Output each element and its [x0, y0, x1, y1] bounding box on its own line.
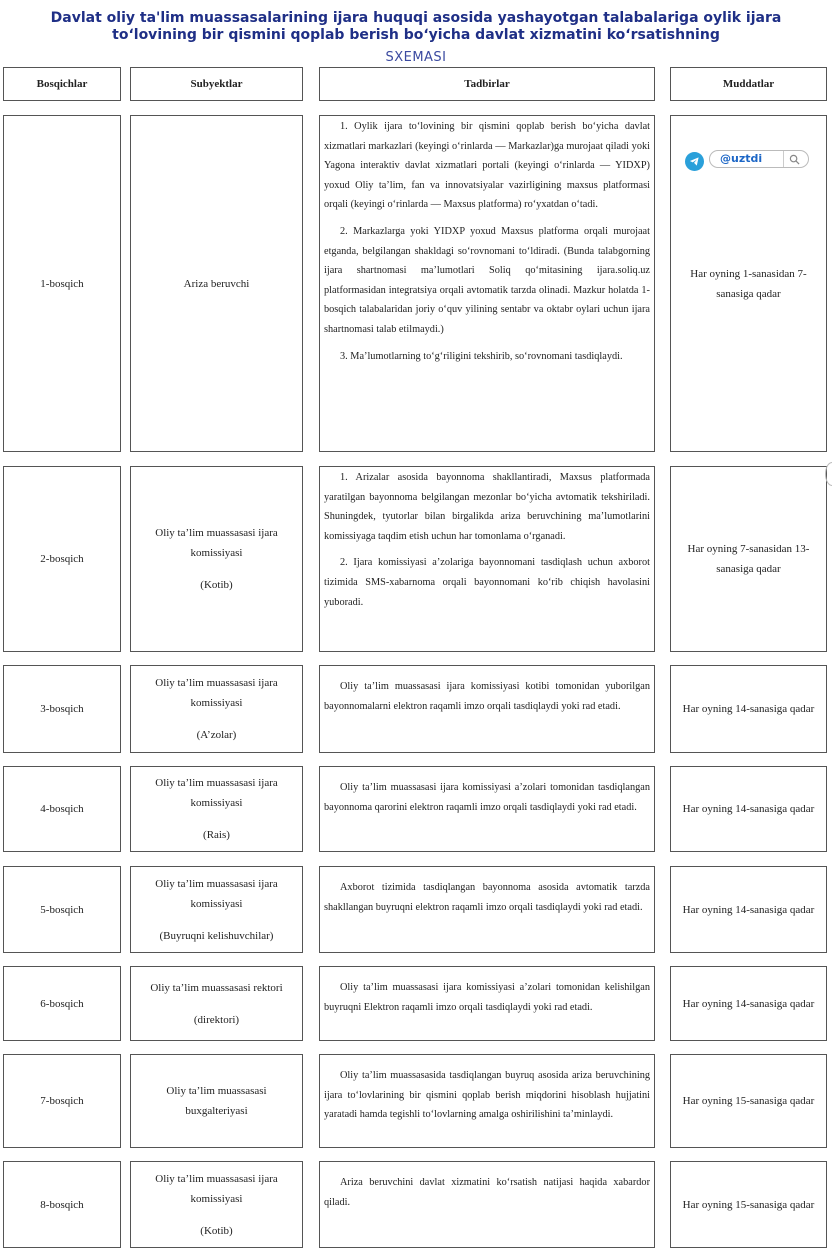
- actions-cell: [319, 115, 655, 452]
- stage-cell: 8-bosqich: [3, 1161, 121, 1248]
- subject-cell: [130, 466, 303, 652]
- actions-cell: [319, 866, 655, 953]
- column-header-actions: Tadbirlar: [319, 67, 655, 101]
- action-paragraph: Ariza beruvchini davlat xizmatini ko‘rsatish natijasi haqida xabardor qiladi.: [324, 1177, 650, 1208]
- subject-cell: [130, 665, 303, 753]
- stage-cell: 1-bosqich: [3, 115, 121, 452]
- actions-cell: [319, 1161, 655, 1248]
- action-paragraph: 2. Ijara komissiyasi a’zolariga bayonnomani tasdiqlash uchun axborot tizimida SMS-xabarnoma orqali bayonnomani ko‘rib chiqish havolasini yuboradi.: [324, 557, 650, 608]
- telegram-handle: @uztdi: [720, 152, 763, 165]
- subject-name: Oliy ta’lim muassasasi ijara komissiyasi: [155, 777, 278, 809]
- deadline-cell: Har oyning 14-sanasiga qadar: [670, 866, 827, 953]
- search-icon[interactable]: [783, 151, 806, 167]
- action-paragraph: 1. Oylik ijara to‘lovining bir qismini qoplab berish bo‘yicha davlat xizmatlari markazlari (keyingi o‘rinlarda — Markazlar)ga murojaat qiladi yoki Yagona interaktiv davlat xizmatlari portali (keyingi o‘rinlarda — YIDXP) yoxud Oliy ta’lim, fan va innovatsiyalar vazirligining maxsus platformasi orqali (keyingi o‘rinlarda — Maxsus platforma) ro‘yxatdan o‘tadi.: [324, 121, 650, 211]
- telegram-badge[interactable]: [685, 150, 811, 172]
- column-header-subjects: Subyektlar: [130, 67, 303, 101]
- action-paragraph: Oliy ta’lim muassasasida tasdiqlangan buyruq asosida ariza beruvchining ijara to‘lovlarining bir qismini qoplab berish miqdorini hisoblash hujjatini yaratadi hamda tegishli to‘lovlarning amalga oshirilishini ta’minlaydi.: [324, 1070, 650, 1121]
- subject-role: (Buyruqni kelishuvchilar): [159, 929, 274, 942]
- subject-cell: [130, 1054, 303, 1148]
- stage-cell: 5-bosqich: [3, 866, 121, 953]
- actions-cell: [319, 766, 655, 852]
- actions-cell: [319, 665, 655, 753]
- subject-role: (Kotib): [200, 1224, 233, 1237]
- actions-cell: [319, 1054, 655, 1148]
- subject-name: Oliy ta’lim muassasasi ijara komissiyasi: [155, 677, 278, 709]
- subject-role: (Kotib): [200, 579, 233, 591]
- stage-cell: 4-bosqich: [3, 766, 121, 852]
- deadline-cell: Har oyning 14-sanasiga qadar: [670, 966, 827, 1041]
- document-subtitle: SXEMASI: [385, 50, 447, 65]
- actions-cell: [319, 466, 655, 652]
- stage-cell: 7-bosqich: [3, 1054, 121, 1148]
- telegram-search-field[interactable]: [709, 150, 809, 168]
- action-paragraph: Oliy ta’lim muassasasi ijara komissiyasi a’zolari tomonidan kelishilgan buyruqni Elektron raqamli imzo orqali tasdiqlaydi yoki rad etadi.: [324, 982, 650, 1013]
- telegram-icon: [685, 152, 704, 171]
- subject-cell: [130, 1161, 303, 1248]
- stage-cell: 2-bosqich: [3, 466, 121, 652]
- column-header-stages: Bosqichlar: [3, 67, 121, 101]
- column-header-deadlines: Muddatlar: [670, 67, 827, 101]
- subject-name: Oliy ta’lim muassasasi ijara komissiyasi: [155, 877, 278, 910]
- subject-name: Ariza beruvchi: [183, 277, 250, 290]
- deadline-cell: Har oyning 14-sanasiga qadar: [670, 665, 827, 753]
- subject-role: (direktori): [193, 1013, 240, 1026]
- document-title: Davlat oliy ta'lim muassasalarining ijara huquqi asosida yashayotgan talabalariga oylik ijara toʻlovining bir qismini qoplab berish boʻyicha davlat xizmatini koʻrsatishning: [50, 10, 782, 43]
- deadline-cell: Har oyning 7-sanasidan 13-sanasiga qadar: [670, 466, 827, 652]
- action-paragraph: Oliy ta’lim muassasasi ijara komissiyasi a’zolari tomonidan tasdiqlangan bayonnoma qarorini elektron raqamli imzo orqali tasdiqlaydi yoki rad etadi.: [324, 782, 650, 813]
- deadline-cell: Har oyning 15-sanasiga qadar: [670, 1161, 827, 1248]
- action-paragraph: 2. Markazlarga yoki YIDXP yoxud Maxsus platforma orqali murojaat etganda, belgilangan shakldagi so‘rovnomani to‘ldiradi. (Bunda talabgorning ijara shartnomasi ma’lumotlari Soliq qo‘mitasining ijara.soliq.uz platformasidan integratsiya orqali avtomatik tarzda olinadi. Mazkur holatda 1-bosqich talabalaridan joriy o‘quv yilining sentabr va oktabr oylari uchun ijara shartnomasi talab etilmaydi.): [324, 225, 650, 335]
- deadline-cell: Har oyning 14-sanasiga qadar: [670, 766, 827, 852]
- page-edge-marker: [825, 462, 832, 486]
- subject-name: Oliy ta’lim muassasasi ijara komissiyasi: [155, 527, 278, 559]
- action-paragraph: Axborot tizimida tasdiqlangan bayonnoma asosida avtomatik tarzda shakllangan buyruqni elektron raqamli imzo orqali tasdiqlaydi yoki rad etadi.: [324, 882, 650, 913]
- subject-name: Oliy ta’lim muassasasi rektori: [150, 981, 283, 994]
- action-paragraph: 3. Ma’lumotlarning to‘g‘riligini tekshirib, so‘rovnomani tasdiqlaydi.: [340, 350, 623, 362]
- subject-name: Oliy ta’lim muassasasi buxgalteriyasi: [166, 1085, 267, 1117]
- action-paragraph: Oliy ta’lim muassasasi ijara komissiyasi kotibi tomonidan yuborilgan bayonnomalarni elektron raqamli imzo orqali tasdiqlaydi yoki rad etadi.: [324, 681, 650, 712]
- subject-cell: [130, 766, 303, 852]
- subject-cell: [130, 966, 303, 1041]
- subject-cell: [130, 866, 303, 953]
- stage-cell: 6-bosqich: [3, 966, 121, 1041]
- deadline-cell: Har oyning 1-sanasidan 7-sanasiga qadar: [670, 115, 827, 452]
- subject-role: (Rais): [203, 829, 230, 841]
- subject-cell: [130, 115, 303, 452]
- subject-name: Oliy ta’lim muassasasi ijara komissiyasi: [155, 1172, 278, 1205]
- subject-role: (A’zolar): [196, 729, 237, 741]
- action-paragraph: 1. Arizalar asosida bayonnoma shakllantiradi, Maxsus platformada yaratilgan bayonnoma belgilangan mezonlar bo‘yicha avtomatik tekshiriladi. Shuningdek, tyutorlar bilan birgalikda ariza beruvchining ma’lumotlarini komissiyaga taqdim etish uchun har tomonlama o‘rganadi.: [324, 472, 650, 542]
- deadline-cell: Har oyning 15-sanasiga qadar: [670, 1054, 827, 1148]
- stage-cell: 3-bosqich: [3, 665, 121, 753]
- actions-cell: [319, 966, 655, 1041]
